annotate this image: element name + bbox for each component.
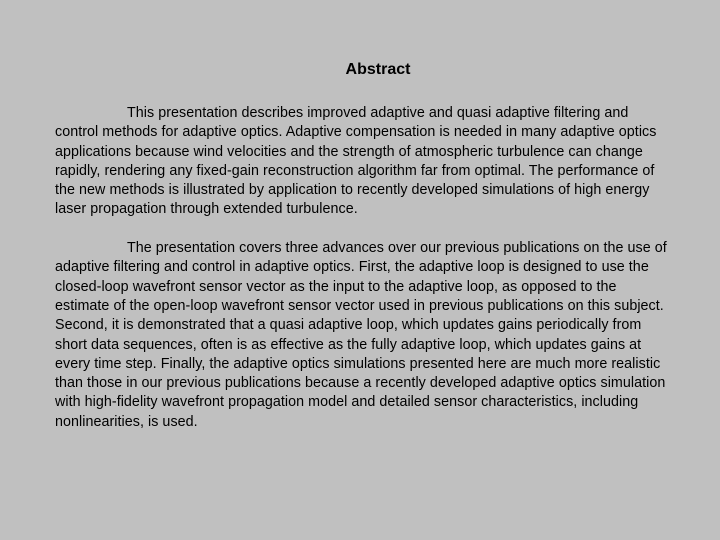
- paragraph-2: The presentation covers three advances over our previous publications on the use of adaptive filtering and control in adaptive optics. First, the adaptive loop is designed to use the closed-loop wavefront sensor vector as the input to the adaptive loop, as opposed to the estimate of the open-loop wavefront sensor vector used in previous publications on this subject. Second, it is demonstrated that a quasi adaptive loop, which updates gains periodically from short data sequences, often is as effective as the fully adaptive loop, which updates gains at every time step. Finally, the adaptive optics simulations presented here are much more realistic than those in our previous publications because a recently developed adaptive optics simulation with high-fidelity wavefront propagation model and detailed sensor characteristics, including nonlinearities, is used.: [55, 240, 667, 430]
- paragraph-1: This presentation describes improved adaptive and quasi adaptive filtering and control methods for adaptive optics. Adaptive compensation is needed in many adaptive optics applications because wind velocities and the strength of atmospheric turbulence can change rapidly, rendering any fixed-gain reconstruction algorithm far from optimal. The performance of the new methods is illustrated by application to recently developed simulations of high energy laser propagation through extended turbulence.: [55, 105, 657, 218]
- abstract-title: Abstract: [345, 61, 411, 78]
- abstract-body: [55, 104, 670, 451]
